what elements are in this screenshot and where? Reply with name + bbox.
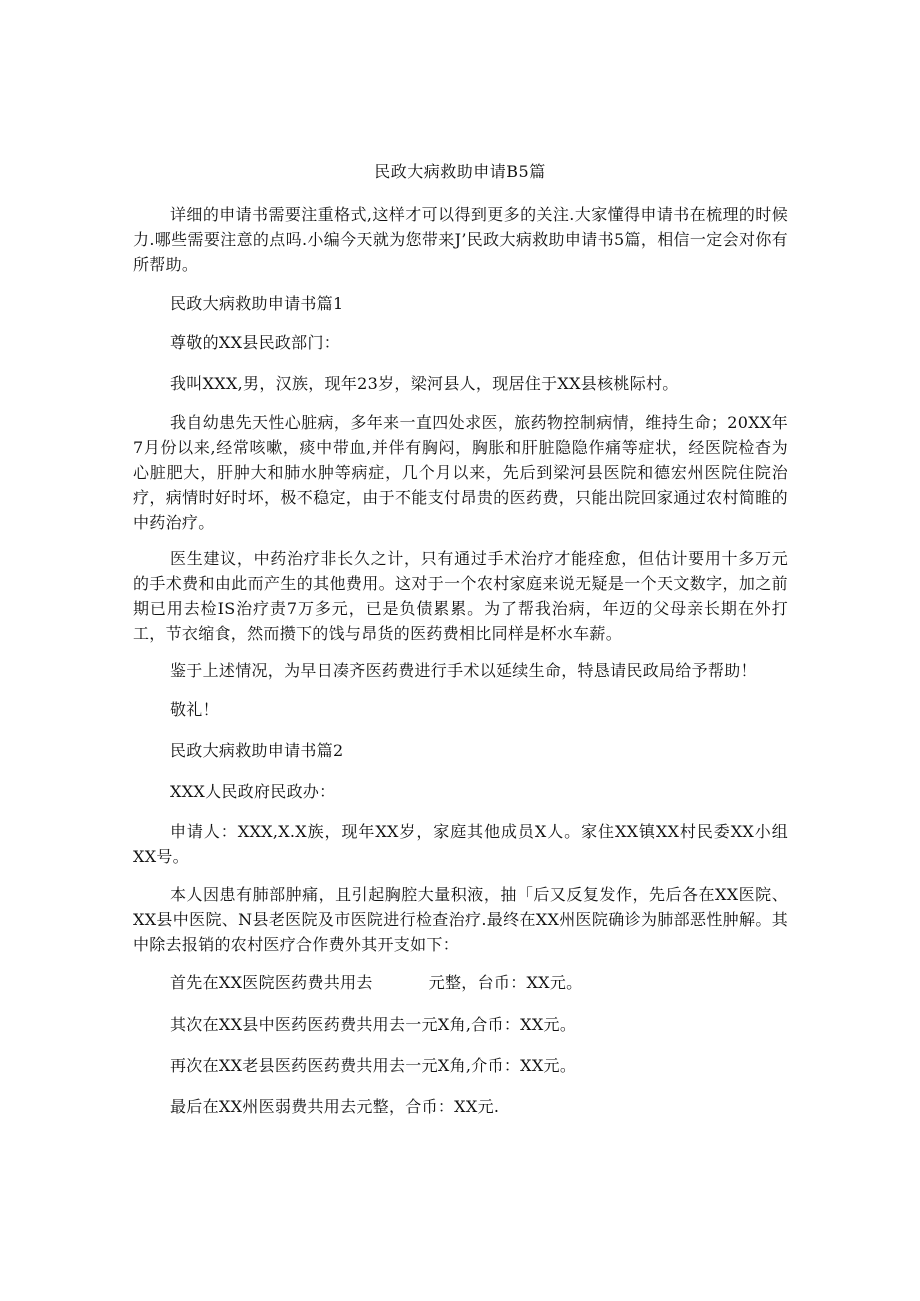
section1-closing: 敬礼！ [170, 700, 219, 719]
section2-paragraph-1: 申请人：XXX,X.X族，现年XX岁，家庭其他成员X人。家住XX镇XX村民委XX小组XX号。 [133, 822, 788, 866]
section1-heading: 民政大病救助申请书篇1 [170, 294, 344, 313]
section1-paragraph-2: 我自幼患先天性心脏病，多年来一直四处求医，旅药物控制病情，维持生命；20XX年7月份以来,经常咳嗽，痰中带血,并伴有胸闷，胸胀和肝脏隐隐作痛等症状，经医院检杳为心脏肥大，肝肿大和肺水肿等病症，几个月以来，先后到梁河县医院和德宏州医院住院治疗，病情时好时坏，极不稳定，由于不能支付昂贵的医药费，只能出院回家通过农村简睢的中药治疗。 [133, 413, 788, 532]
section2-heading: 民政大病救助申请书篇2 [170, 741, 344, 760]
section1-paragraph-3: 医生建议，中药治疗非长久之计，只有通过手术治疗才能痊愈，但估计要用十多万元的手术费和由此而产生的其他费用。这对于一个农村家庭来说无疑是一个天文数字，加之前期已用去检IS治疗责7万多元，已是负债累累。为了帮我治病，年迈的父母亲长期在外打工，节衣缩食，然而攒下的饯与昂货的医药费相比同样是杯水车薪。 [133, 549, 788, 643]
intro-paragraph: 详细的申请书需要注重格式,这样才可以得到更多的关注.大家懂得申请书在梳理的时候力.哪些需要注意的点吗.小编今天就为您带来J’民政大病救助申请书5篇，相信一定会对你有所帮助。 [133, 205, 788, 274]
section2-paragraph-6: 最后在XX州医弱费共用去元整，合币：XX元. [170, 1097, 500, 1116]
section2-salutation: XXX人民政府民政办： [170, 782, 336, 801]
section2-paragraph-5: 再次在XX老县医药医药费共用去一元X角,介币：XX元。 [170, 1056, 577, 1075]
document-title: 民政大病救助申请B5篇 [374, 162, 546, 181]
section2-paragraph-3-part-2: 元整，台币：XX元。 [428, 973, 583, 992]
section2-paragraph-3 [133, 970, 788, 995]
section2-paragraph-4: 其次在XX县中医药医药费共用去一元X角,合币：XX元。 [170, 1015, 577, 1034]
section2-paragraph-3-part-1: 首先在XX医院医药费共用去 [170, 973, 373, 992]
section1-paragraph-1: 我叫XXX,男，汉族，现年23岁，梁河县人，现居住于XX县核桃际村。 [170, 374, 679, 393]
section2-paragraph-2: 本人因患有肺部肿痛，且引起胸腔大量积液，抽「后又反复发作，先后各在XX医院、XX县中医院、N县老医院及市医院进行检查治疗.最终在XX州医院确诊为肺部恶性肿解。其中除去报销的农村医疗合作费外其开支如下： [133, 885, 788, 954]
section1-salutation: 尊敬的XX县民政部门： [170, 333, 341, 352]
section1-paragraph-4: 鉴于上述情况，为早日凑齐医药费进行手术以延续生命，特恳请民政局给予帮助！ [170, 661, 757, 680]
